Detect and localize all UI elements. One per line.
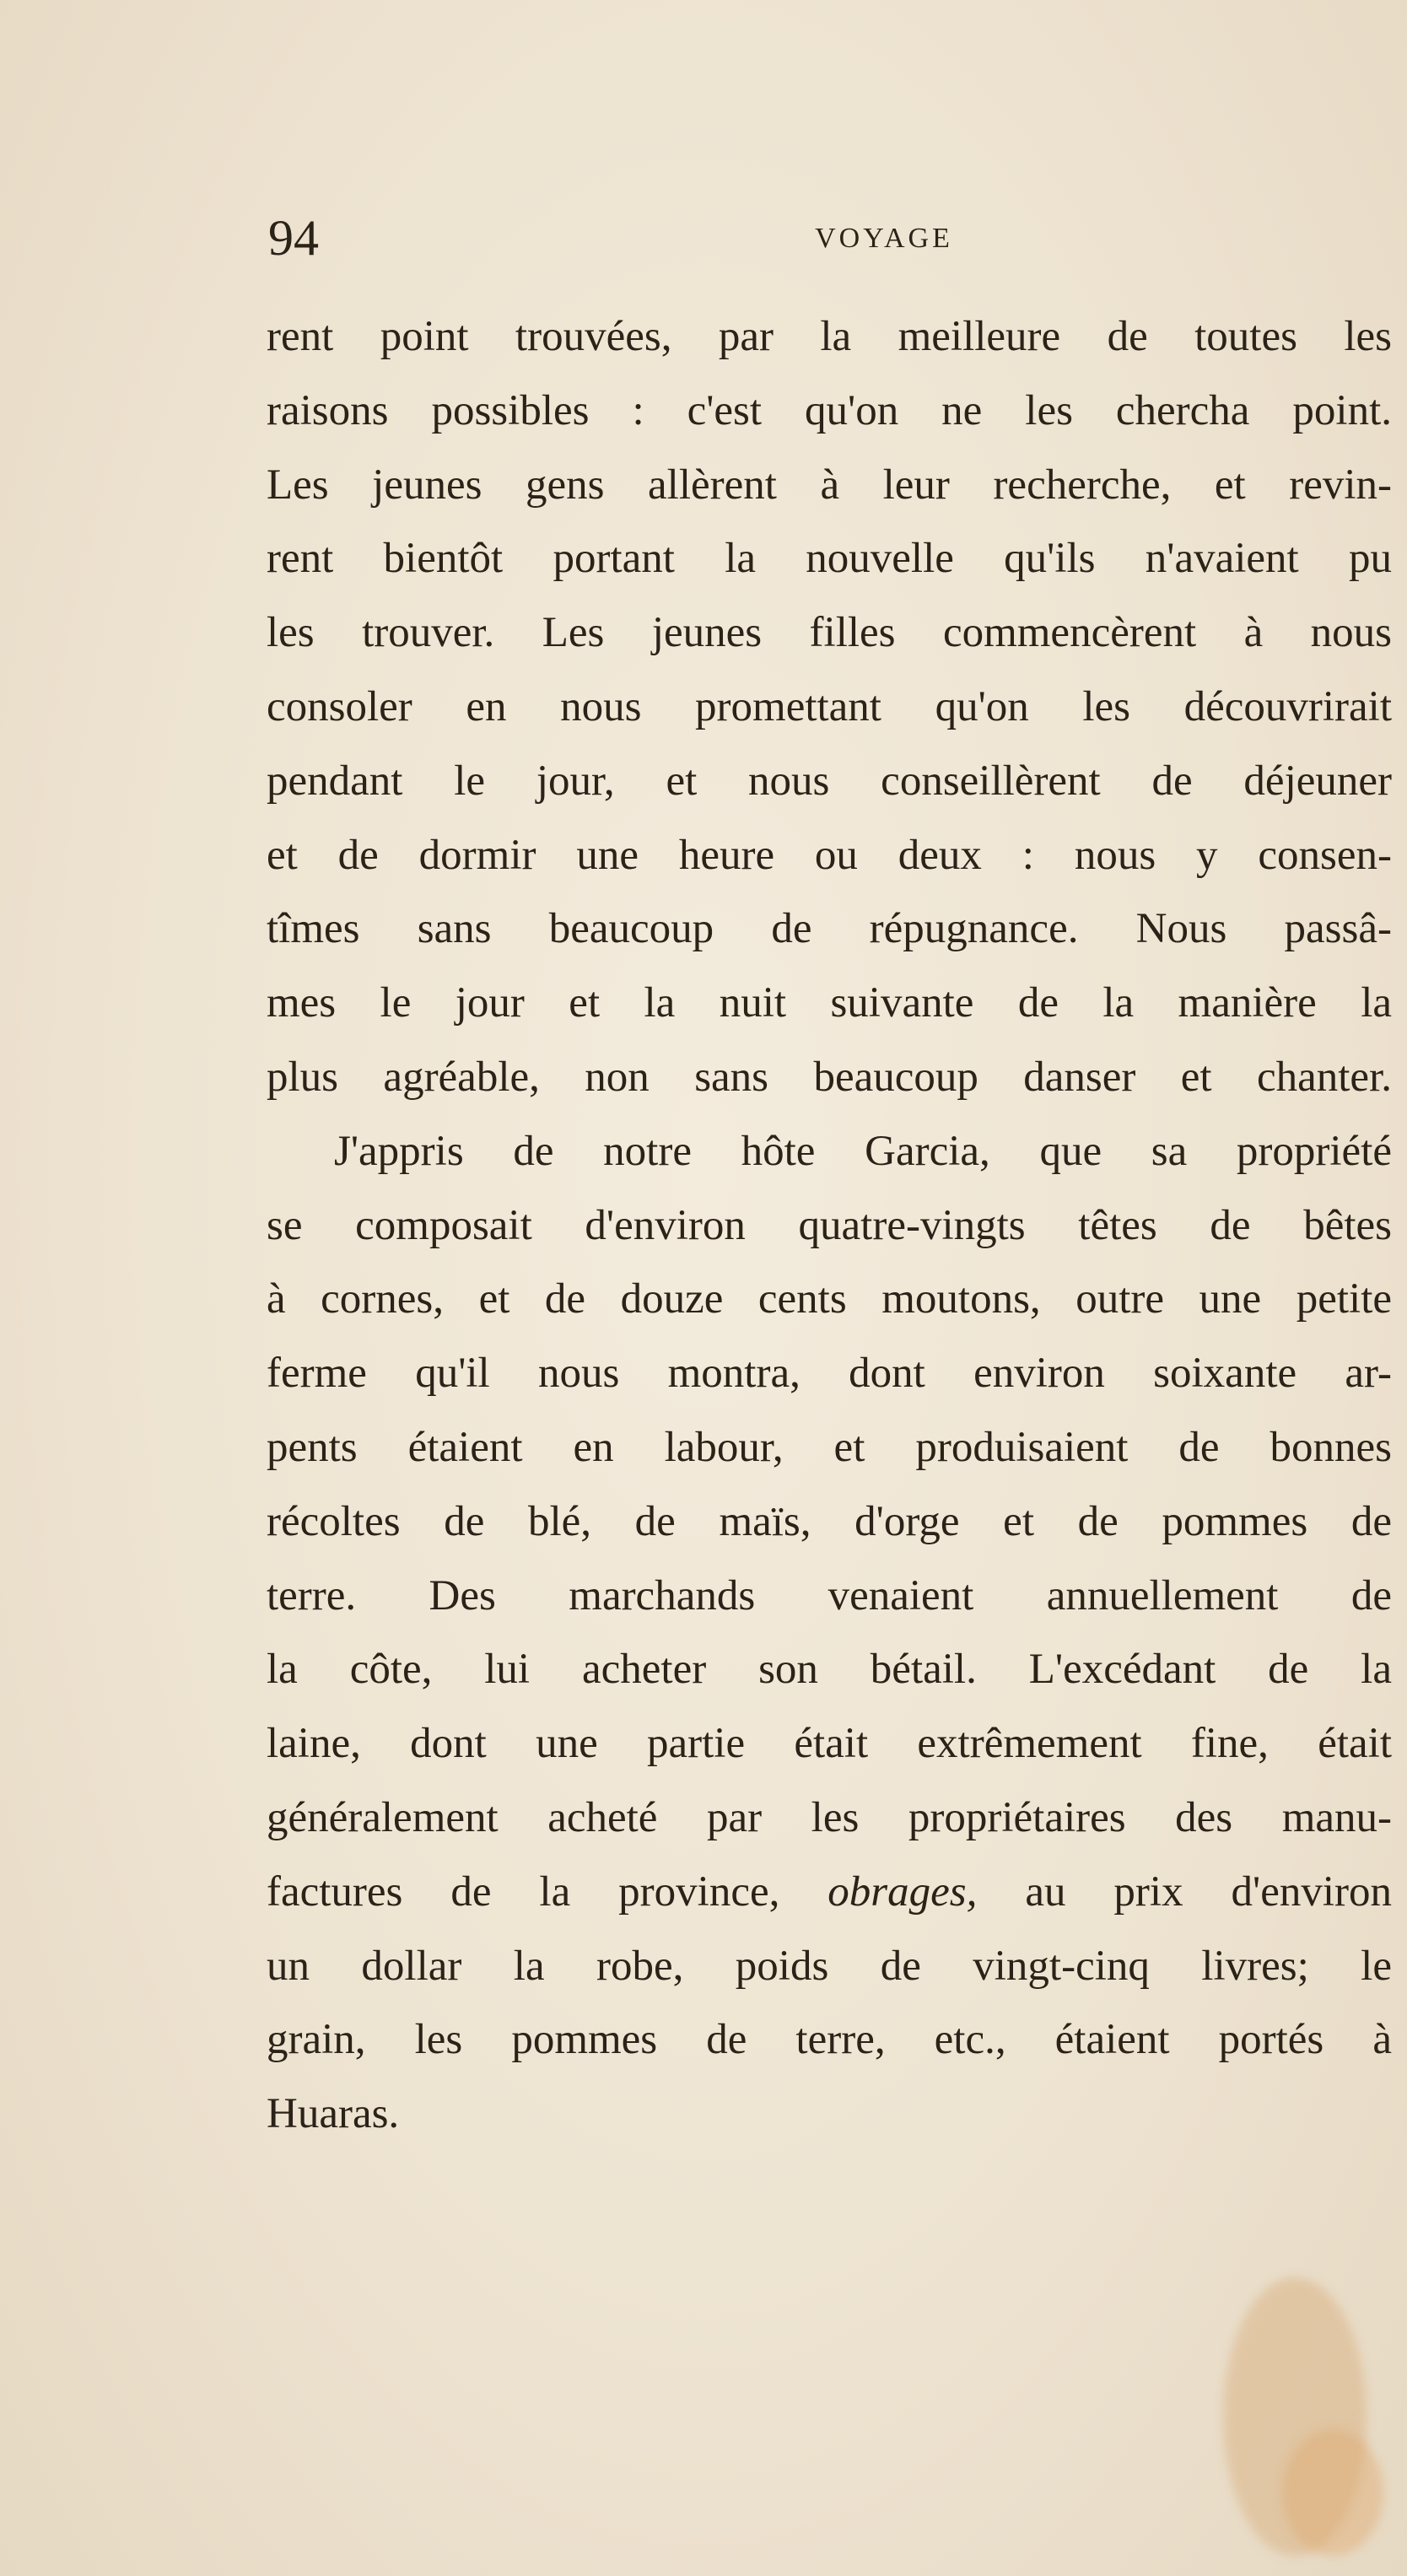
text-line-with-italic [267,1856,1392,1930]
text-line: laine, dont une partie était extrêmement fine, était [267,1720,1392,1768]
text-line: Huaras. [267,2090,400,2138]
body-text [267,300,1392,2152]
foxing-stain [1282,2429,1383,2556]
text-line: pents étaient en labour, et produisaient de bonnes [267,1423,1392,1471]
text-line: mes le jour et la nuit suivante de la manière la [267,979,1392,1027]
text-line: raisons possibles : c'est qu'on ne les chercha point. [267,386,1392,434]
text-segment: au prix d'environ [1025,1867,1392,1916]
text-line: ferme qu'il nous montra, dont environ soixante ar- [267,1350,1392,1398]
text-line: consoler en nous promettant qu'on les découvrirait [267,682,1392,730]
text-line: la côte, lui acheter son bétail. L'excédant de la [267,1646,1392,1694]
running-head: VOYAGE [815,223,953,254]
text-line: et de dormir une heure ou deux : nous y consen- [267,831,1392,879]
italic-term-obrages: obrages, [827,1867,978,1916]
page-number: 94 [268,210,319,266]
text-line: généralement acheté par les propriétaires des manu- [267,1793,1392,1841]
text-line: tîmes sans beaucoup de répugnance. Nous passâ- [267,905,1392,953]
page-header [268,210,1390,272]
text-segment: factures de la province, [267,1867,780,1916]
text-line: terre. Des marchands venaient annuellement de [267,1571,1392,1619]
text-line: J'appris de notre hôte Garcia, que sa propriété [334,1127,1392,1175]
text-line: plus agréable, non sans beaucoup danser et chanter. [267,1053,1392,1101]
text-line: rent bientôt portant la nouvelle qu'ils n'avaient pu [267,535,1392,583]
text-line: rent point trouvées, par la meilleure de toutes les [267,313,1392,360]
text-line: pendant le jour, et nous conseillèrent de déjeuner [267,757,1392,805]
text-line: Les jeunes gens allèrent à leur recherche, et revin- [267,461,1392,509]
text-line: les trouver. Les jeunes filles commencèrent à nous [267,609,1392,657]
text-line: à cornes, et de douze cents moutons, outre une petite [267,1275,1392,1323]
text-line: grain, les pommes de terre, etc., étaient portés à [267,2016,1392,2064]
text-line: un dollar la robe, poids de vingt-cinq livres; le [267,1942,1392,1990]
text-line: se composait d'environ quatre-vingts têtes de bêtes [267,1201,1392,1249]
text-line: récoltes de blé, de maïs, d'orge et de pommes de [267,1497,1392,1545]
